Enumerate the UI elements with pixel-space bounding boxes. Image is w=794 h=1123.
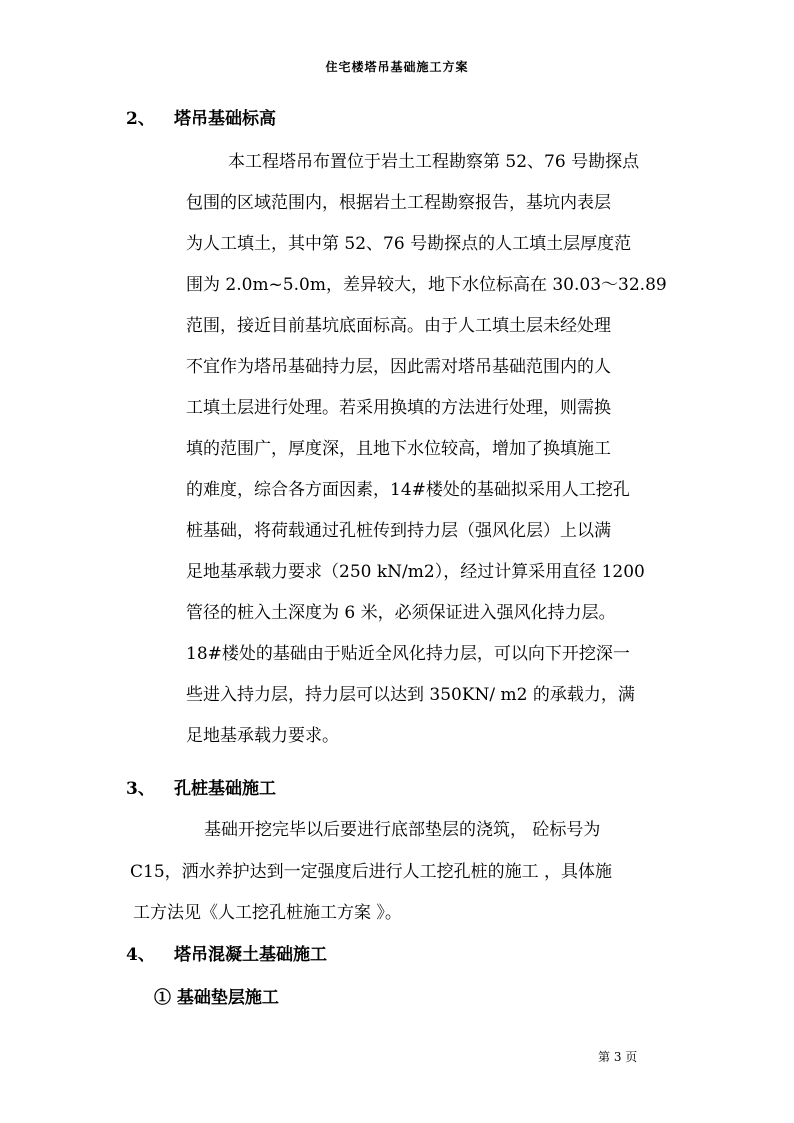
- section-number: 2、: [126, 109, 155, 129]
- text-line: 足地基承载力要求。: [186, 726, 339, 746]
- text-line: 18#楼处的基础由于贴近全风化持力层，可以向下开挖深一: [186, 644, 630, 664]
- text-line: 工填土层进行处理。若采用换填的方法进行处理，则需换: [186, 398, 611, 418]
- text-line: 范围，接近目前基坑底面标高。由于人工填土层未经处理: [186, 316, 611, 336]
- text-line: 足地基承载力要求（250 kN/m2），经过计算采用直径 1200: [186, 562, 645, 582]
- section-2-heading: [126, 104, 276, 129]
- subsection-heading: ① 基础垫层施工: [154, 988, 279, 1008]
- text-line: 包围的区域范围内，根据岩土工程勘察报告，基坑内表层: [186, 193, 611, 213]
- text-line: 的难度，综合各方面因素，14#楼处的基础拟采用人工挖孔: [186, 480, 630, 500]
- page-header-title: 住宅楼塔吊基础施工方案: [325, 60, 469, 74]
- text-line: 填的范围广，厚度深，且地下水位较高，增加了换填施工: [186, 439, 611, 459]
- text-line: 不宜作为塔吊基础持力层，因此需对塔吊基础范围内的人: [186, 357, 611, 377]
- text-line: 本工程塔吊布置位于岩土工程勘察第 52、76 号勘探点: [228, 152, 640, 172]
- section-3-heading: [126, 774, 276, 799]
- text-line: 管径的桩入土深度为 6 米，必须保证进入强风化持力层。: [186, 603, 616, 623]
- section-title: 塔吊基础标高: [174, 109, 276, 129]
- page-number: 第 3 页: [598, 1050, 638, 1064]
- text-line: 为人工填土，其中第 52、76 号勘探点的人工填土层厚度范: [186, 234, 632, 254]
- text-line: C15，洒水养护达到一定强度后进行人工挖孔桩的施工 ，具体施: [130, 862, 613, 882]
- text-line: 桩基础，将荷载通过孔桩传到持力层（强风化层）上以满: [186, 521, 611, 541]
- section-number: 3、: [126, 779, 155, 799]
- section-4-heading: [126, 940, 327, 965]
- text-line: 围为 2.0m~5.0m，差异较大，地下水位标高在 30.03～32.89: [186, 275, 667, 295]
- text-line: 基础开挖完毕以后要进行底部垫层的浇筑， 砼标号为: [204, 820, 601, 840]
- section-title: 塔吊混凝土基础施工: [174, 945, 327, 965]
- section-number: 4、: [126, 945, 155, 965]
- text-line: 些进入持力层，持力层可以达到 350KN/ m2 的承载力，满: [186, 685, 635, 705]
- text-line: 工方法见《人工挖孔桩施工方案 》。: [133, 903, 402, 923]
- section-title: 孔桩基础施工: [174, 779, 276, 799]
